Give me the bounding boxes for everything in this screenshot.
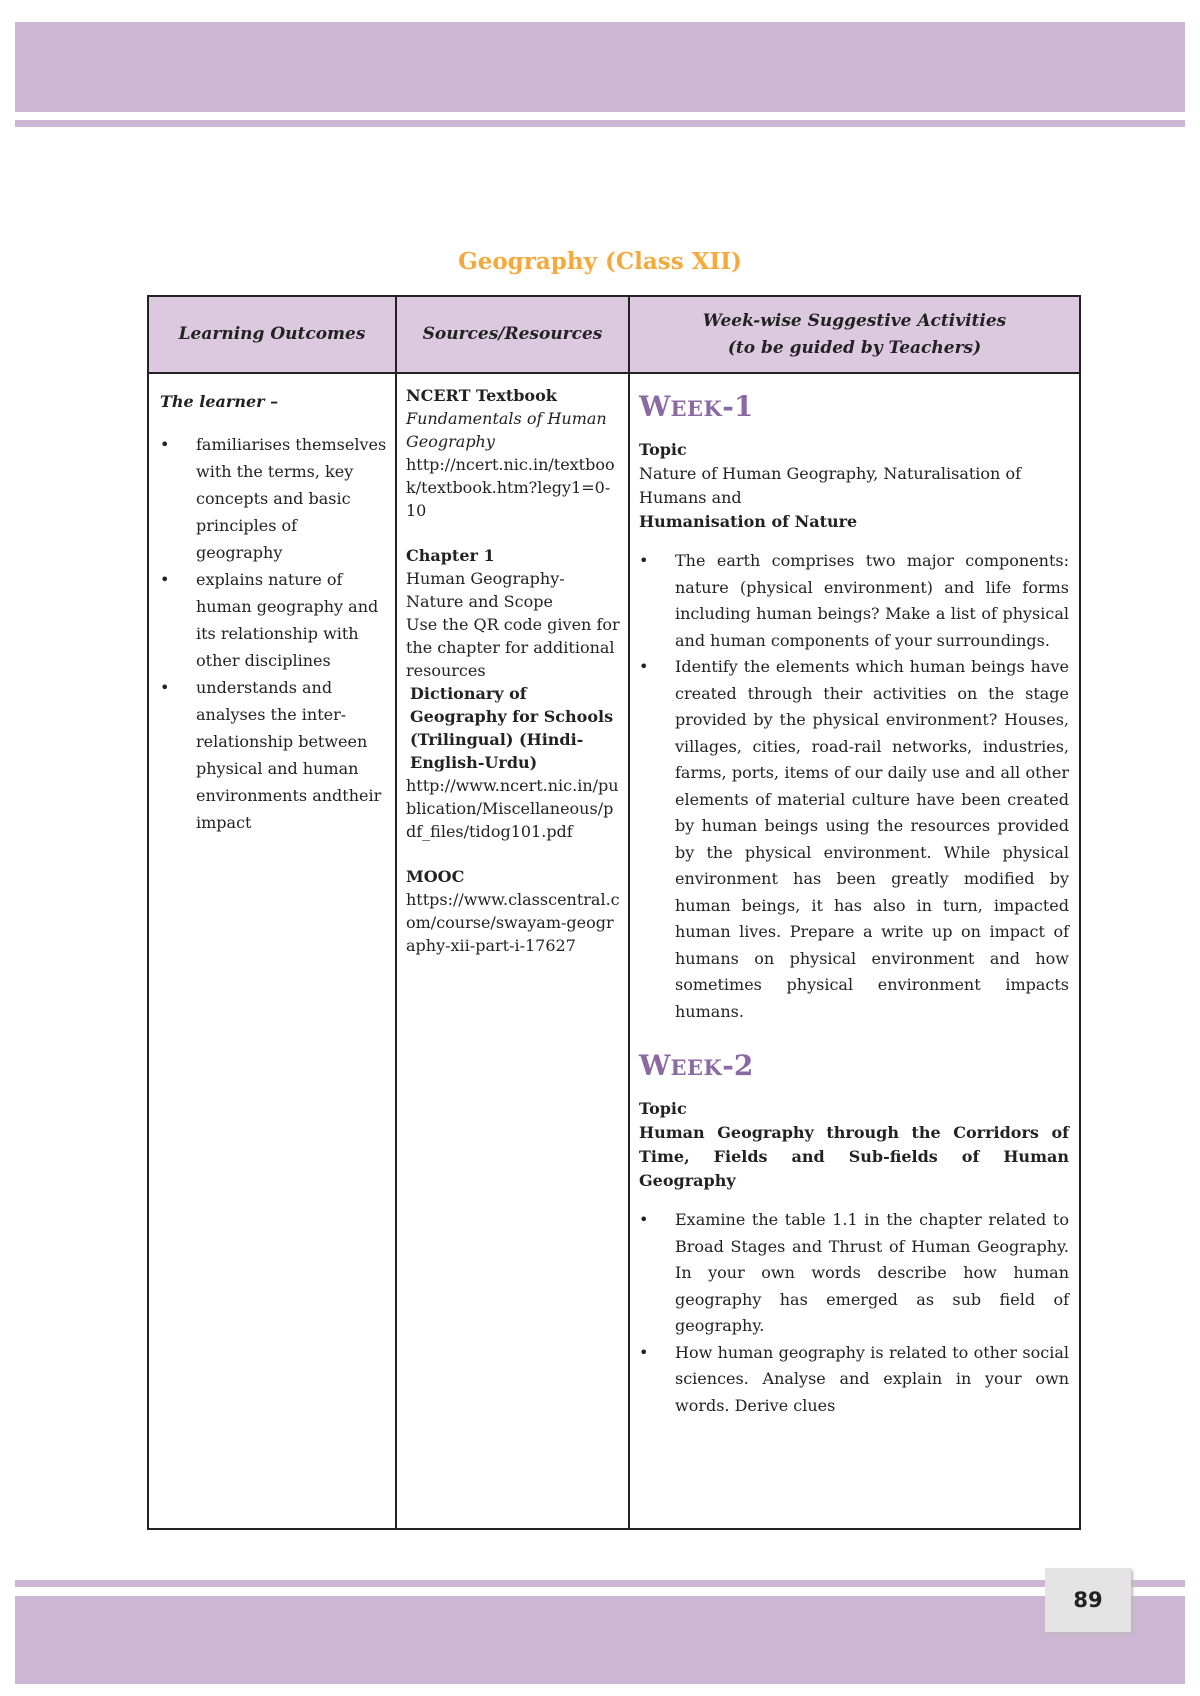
activity-item: • Examine the table 1.1 in the chapter related to Broad Stages and Thrust of Human Geography. In your own words describe how human geography has emerged as sub field of geography. [639,1207,1069,1340]
outcomes-list [160,431,387,836]
dictionary-title: Dictionary of Geography for Schools (Trilingual) (Hindi-English-Urdu) [410,684,614,772]
outcome-item: • explains nature of human geography and its relationship with other disciplines [160,566,387,674]
page-title: Geography (Class XII) [458,248,742,275]
header-activities [629,296,1080,373]
sources-cell [396,373,629,1529]
activity-item: • How human geography is related to other social sciences. Analyse and explain in your own words. Derive clues [639,1340,1069,1420]
week-2-heading [639,1049,1069,1085]
footer-band [15,1596,1185,1684]
textbook-title: NCERT Textbook [406,386,557,405]
outcome-item: • familiarises themselves with the terms, key concepts and basic principles of geography [160,431,387,566]
week-2-topic-bold: Human Geography through the Corridors of Time, Fields and Sub-fields of Human Geography [639,1123,1069,1190]
week-2-word: EEK [670,1055,723,1080]
table-header-row [148,296,1080,373]
week-1-topic-bold: Humanisation of Nature [639,512,858,531]
header-band [15,22,1185,112]
chapter-note: Use the QR code given for the chapter for additional resources [406,615,620,680]
week-1-topic-text: Nature of Human Geography, Naturalisation of Humans and [639,464,1021,507]
table-row [148,373,1080,1529]
week-1-initial: W [639,390,671,423]
week-2-initial: W [639,1049,671,1082]
chapter-name: Human Geography-Nature and Scope [406,569,565,611]
activity-item: • Identify the elements which human beings have created through their activities on the stage provided by the physical environment? Houses, villages, cities, road-rail networks, industries, farms, ports, items of our daily use and all other elements of material culture have been created by human beings using the resources provided by the physical environment. While physical environment has been greatly modified by human beings, it has also in turn, impacted human lives. Prepare a write up on impact of humans on physical environment and how sometimes physical environment impacts humans. [639,654,1069,1025]
page-number: 89 [1045,1568,1131,1632]
week-1-topic [639,438,1069,534]
footer-rule [15,1580,1185,1587]
outcome-item: • understands and analyses the inter-relationship between physical and human environments andtheir impact [160,674,387,836]
chapter-title: Chapter 1 [406,546,495,565]
week-1-heading [639,390,1069,426]
header-rule [15,120,1185,127]
header-sources: Sources/Resources [396,296,629,373]
curriculum-table [147,295,1081,1530]
header-learning-outcomes: Learning Outcomes [148,296,396,373]
textbook-link[interactable]: http://ncert.nic.in/textbook/textbook.htm?legy1=0-10 [406,455,615,520]
mooc-source [406,865,620,957]
chapter-source [406,544,620,682]
week-2-number: -2 [722,1049,754,1082]
week-1-word: EEK [670,396,723,421]
week-2-topic [639,1097,1069,1193]
activity-item: • The earth comprises two major components: nature (physical environment) and life forms including human beings? Make a list of physical and human components of your surroundings. [639,548,1069,654]
week-1-number: -1 [722,390,754,423]
week-2-topic-label: Topic [639,1099,687,1118]
learning-outcomes-cell [148,373,396,1529]
header-activities-line2: (to be guided by Teachers) [727,337,982,358]
textbook-name: Fundamentals of Human Geography [406,409,607,451]
week-2-activities [639,1207,1069,1419]
dictionary-link[interactable]: http://www.ncert.nic.in/publication/Miscellaneous/pdf_files/tidog101.pdf [406,776,619,841]
header-activities-line1: Week-wise Suggestive Activities [702,310,1007,331]
week-1-activities [639,548,1069,1025]
learner-intro: The learner – [160,392,279,411]
mooc-link[interactable]: https://www.classcentral.com/course/swayam-geography-xii-part-i-17627 [406,890,620,955]
week-1-topic-label: Topic [639,440,687,459]
textbook-source [406,384,620,522]
mooc-title: MOOC [406,867,465,886]
dictionary-source [406,682,620,843]
activities-cell [629,373,1080,1529]
